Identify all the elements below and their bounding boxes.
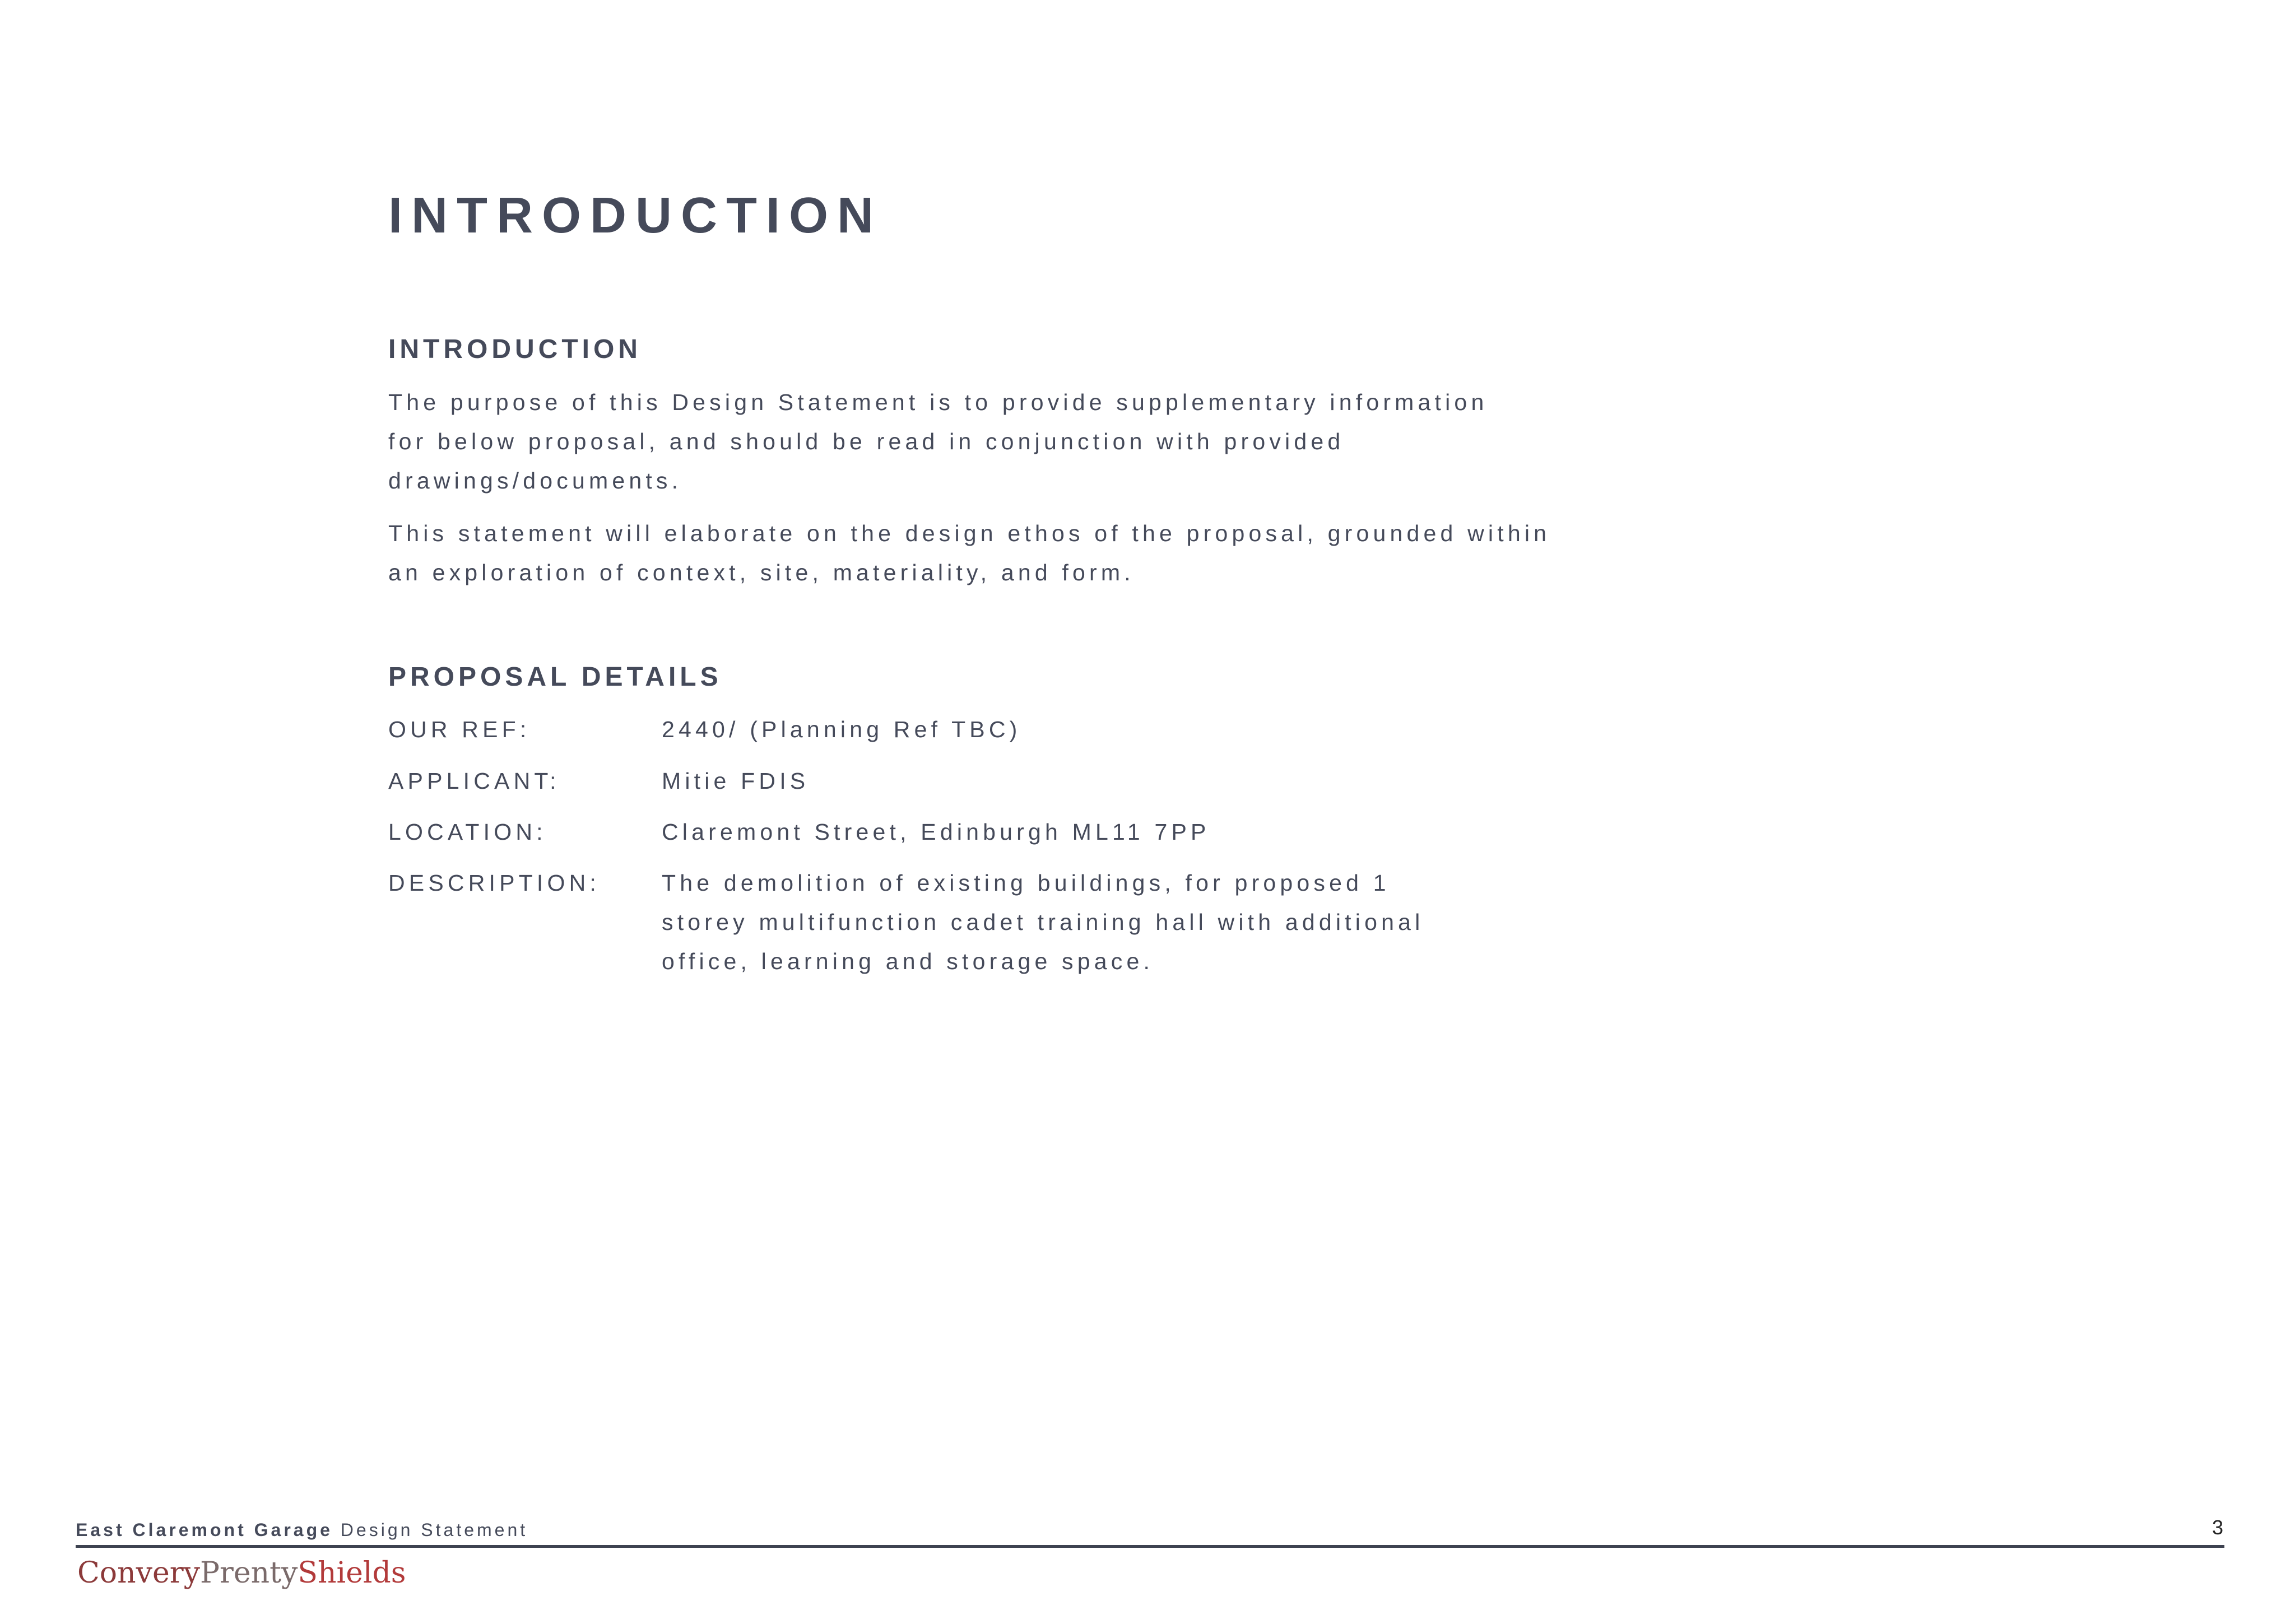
proposal-value-our-ref: 2440/ (Planning Ref TBC) <box>662 716 1021 742</box>
proposal-label-description: DESCRIPTION: <box>388 870 600 896</box>
proposal-value-applicant: Mitie FDIS <box>662 768 810 794</box>
footer-document-title <box>76 1520 528 1541</box>
page-title: INTRODUCTION <box>388 188 882 244</box>
proposal-details-heading: PROPOSAL DETAILS <box>388 662 722 692</box>
footer-project-name: East Claremont Garage <box>76 1520 333 1540</box>
introduction-paragraph-1: The purpose of this Design Statement is to provide supplementary information for below proposal, and should be read in conjunction with provided drawings/documents. <box>388 389 1488 494</box>
footer-divider <box>76 1545 2224 1548</box>
proposal-value-description: The demolition of existing buildings, for proposed 1 storey multifunction cadet training hall with additional office, learning and storage space. <box>662 870 1424 974</box>
proposal-label-location: LOCATION: <box>388 819 547 845</box>
introduction-heading: INTRODUCTION <box>388 334 642 364</box>
page-number: 3 <box>2212 1516 2223 1539</box>
logo-part-prenty: Prenty <box>199 1556 298 1590</box>
company-logo <box>77 1556 406 1590</box>
logo-part-convery: Convery <box>77 1556 200 1590</box>
logo-part-shields: Shields <box>298 1556 406 1590</box>
proposal-label-applicant: APPLICANT: <box>388 768 560 794</box>
proposal-value-location: Claremont Street, Edinburgh ML11 7PP <box>662 819 1210 845</box>
footer-document-type: Design Statement <box>340 1520 528 1540</box>
introduction-paragraph-2: This statement will elaborate on the design ethos of the proposal, grounded within an exploration of context, site, materiality, and form. <box>388 520 1551 585</box>
proposal-label-our-ref: OUR REF: <box>388 716 531 742</box>
